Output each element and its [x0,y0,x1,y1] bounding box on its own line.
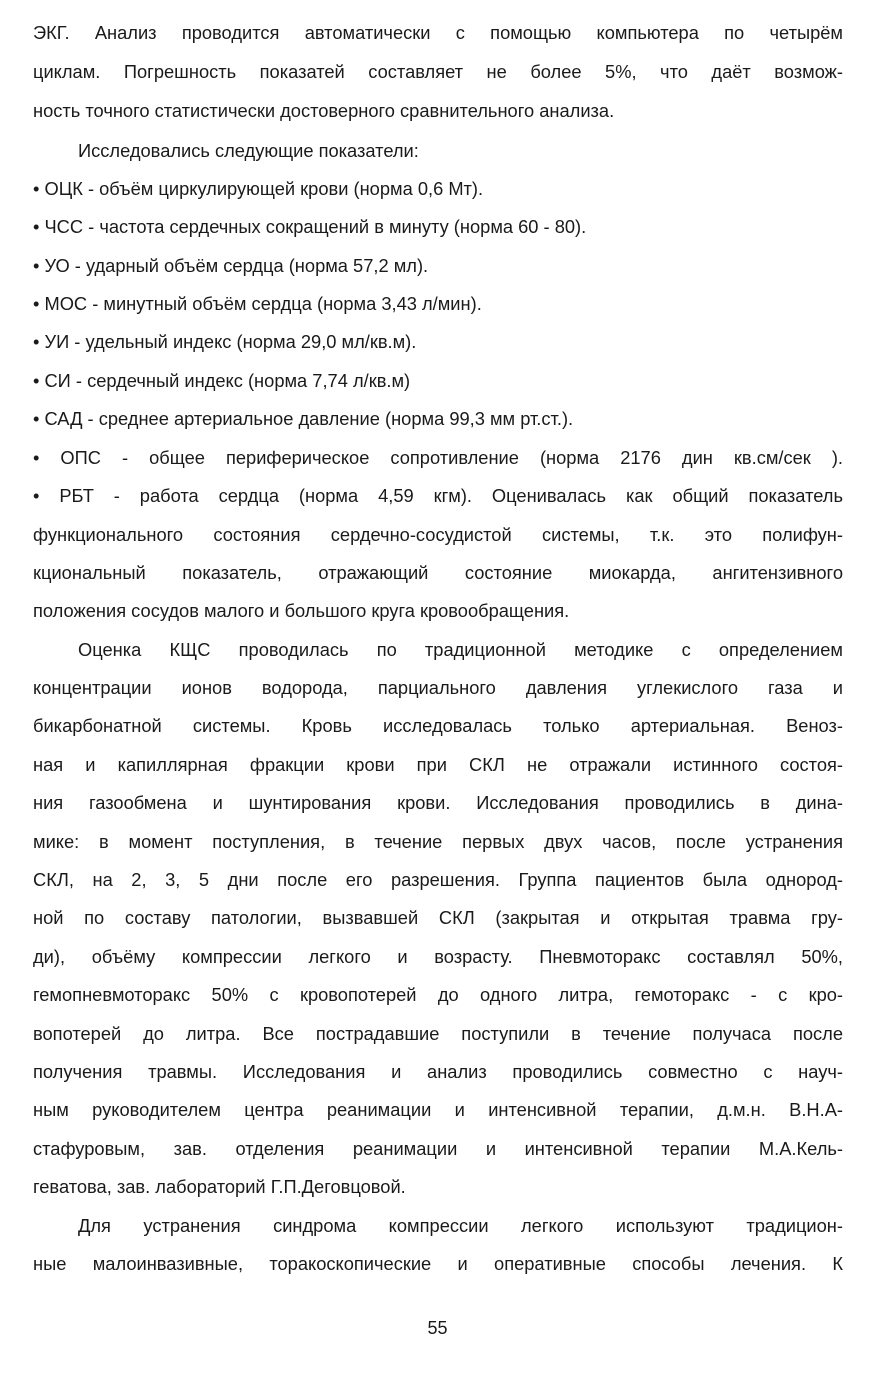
list-item: • МОС - минутный объём сердца (норма 3,43 л/мин). [33,293,482,314]
text-line: Оценка КЩС проводилась по традиционной методике с определением [78,639,843,660]
text-line: получения травмы. Исследования и анализ проводились совместно с науч- [33,1061,843,1082]
list-item: • ОЦК - объём циркулирующей крови (норма 0,6 Мт). [33,178,484,199]
list-item: • СИ - сердечный индекс (норма 7,74 л/кв.м) [33,370,411,391]
text-line: стафуровым, зав. отделения реанимации и интенсивной терапии М.А.Кель- [33,1138,843,1159]
page-number: 55 [427,1318,448,1338]
text-line: вопотерей до литра. Все пострадавшие поступили в течение получаса после [33,1023,843,1044]
text-line: ния газообмена и шунтирования крови. Исследования проводились в дина- [33,792,843,813]
text-line: Исследовались следующие показатели: [78,140,419,161]
text-line: геватова, зав. лабораторий Г.П.Деговцовой. [33,1176,406,1197]
list-item: • ЧСС - частота сердечных сокращений в минуту (норма 60 - 80). [33,216,587,237]
text-line: ди), объёму компрессии легкого и возрасту. Пневмоторакс составлял 50%, [33,946,843,967]
list-item: • УО - ударный объём сердца (норма 57,2 мл). [33,255,429,276]
text-line: циклам. Погрешность показатей составляет не более 5%, что даёт возмож- [33,61,843,82]
list-item: • САД - среднее артериальное давление (норма 99,3 мм рт.ст.). [33,408,574,429]
text-line: бикарбонатной системы. Кровь исследовалась только артериальная. Веноз- [33,715,843,736]
text-line: Для устранения синдрома компрессии легкого используют традицион- [78,1215,843,1236]
text-line: кциональный показатель, отражающий состояние миокарда, ангитензивного [33,562,843,583]
list-item: • УИ - удельный индекс (норма 29,0 мл/кв.м). [33,331,417,352]
text-line: ным руководителем центра реанимации и интенсивной терапии, д.м.н. В.Н.А- [33,1099,843,1120]
text-line: мике: в момент поступления, в течение первых двух часов, после устранения [33,831,843,852]
text-line: гемопневмоторакс 50% с кровопотерей до одного литра, гемоторакс - с кро- [33,984,843,1005]
text-line: функционального состояния сердечно-сосудистой системы, т.к. это полифун- [33,524,843,545]
list-item: • ОПС - общее периферическое сопротивление (норма 2176 дин кв.см/сек ). [33,447,843,468]
text-line: ЭКГ. Анализ проводится автоматически с помощью компьютера по четырём [33,22,843,43]
text-line: концентрации ионов водорода, парциального давления углекислого газа и [33,677,843,698]
list-item: • РБТ - работа сердца (норма 4,59 кгм). Оценивалась как общий показатель [33,485,843,506]
text-line: СКЛ, на 2, 3, 5 дни после его разрешения. Группа пациентов была однород- [33,869,843,890]
text-line: ные малоинвазивные, торакоскопические и оперативные способы лечения. К [33,1253,843,1274]
text-line: положения сосудов малого и большого круга кровообращения. [33,600,570,621]
text-line: ной по составу патологии, вызвавшей СКЛ (закрытая и открытая травма гру- [33,907,843,928]
text-line: ная и капиллярная фракции крови при СКЛ не отражали истинного состоя- [33,754,843,775]
text-line: ность точного статистически достоверного сравнительного анализа. [33,100,615,121]
